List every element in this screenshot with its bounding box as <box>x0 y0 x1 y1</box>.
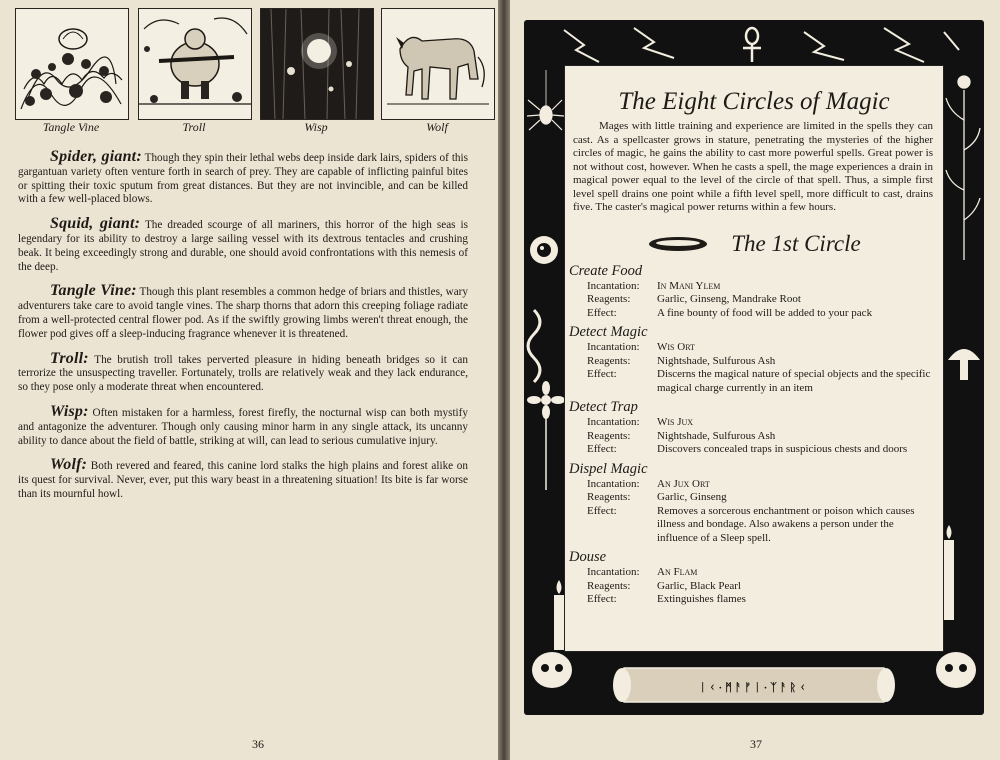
effect-value: Extinguishes flames <box>657 593 746 605</box>
bestiary-entries <box>18 150 468 512</box>
entry-troll <box>18 349 468 395</box>
ankh-icon <box>743 28 761 62</box>
wisp-illustration <box>260 8 374 120</box>
incantation-label: Incantation: <box>587 477 640 490</box>
entry-name: Spider, giant: <box>50 148 142 165</box>
entry-name: Troll: <box>50 349 89 367</box>
effect-label: Effect: <box>587 504 617 517</box>
incantation-label: Incantation: <box>587 341 640 353</box>
caption-tangle-vine: Tangle Vine <box>42 120 100 134</box>
incantation-label: Incantation: <box>587 416 640 428</box>
page-number: 37 <box>750 737 762 751</box>
troll-illustration <box>138 8 252 120</box>
book-gutter <box>498 0 510 760</box>
entry-text: Though this plant resembles a common hedge of briars and thistles, wary adventurers take care to avoid tangle vines. The sharp thorns that adorn this creeping foliage radiate from a well-protected central flower pod. As if the swiftly growing limbs weren't threat enough, the flower pod gives off a sleep-inducing fragrance whenever it is threatened. <box>18 286 468 340</box>
snake-icon <box>528 310 540 382</box>
entry-name: Tangle Vine: <box>50 282 137 300</box>
spider-icon <box>527 70 564 130</box>
spell-name: Detect Trap <box>569 399 638 415</box>
entry-wisp <box>18 402 468 448</box>
mushroom-icon <box>948 349 980 380</box>
entry-text: Though they spin their lethal webs deep inside dark lairs, spiders of this gargantuan variety often venture forth in search of prey. They are capable of inflicting painful bites or spitting their toxic sputum from great distances. But they are not invincible, and can be killed with a few well-placed blows. <box>18 152 468 206</box>
circle-title: The 1st Circle <box>731 230 861 256</box>
spell-name: Detect Magic <box>569 324 648 340</box>
effect-value: Removes a sorcerous enchantment or poison which causes illness and bondage. Also awakens a person under the influence of a Sleep spell. <box>657 504 915 544</box>
spell-list <box>565 263 943 607</box>
caption-wisp: Wisp <box>304 120 328 134</box>
entry-wolf <box>18 458 468 501</box>
lightning-icon <box>564 28 959 62</box>
incantation-value: An Flam <box>657 566 698 578</box>
spell-name: Dispel Magic <box>569 460 648 477</box>
entry-tangle-vine <box>18 284 468 341</box>
circle-heading <box>565 231 943 257</box>
reagents-value: Nightshade, Sulfurous Ash <box>657 354 776 367</box>
spell-douse <box>565 549 943 607</box>
incantation-value: Wis Ort <box>657 341 695 353</box>
spell-detect-trap <box>565 399 943 457</box>
reagents-label: Reagents: <box>587 293 631 305</box>
magic-lens-icon <box>647 235 709 253</box>
entry-text: Often mistaken for a harmless, forest firefly, the nocturnal wisp can both mystify and antagonize the adventurer. Though only causing minor harm in any single attack, its uncanny ability to dance about the field of battle, striking at will, can lead to serious cumulative injury. <box>18 406 468 447</box>
plant-icon <box>946 76 980 260</box>
incantation-value: In Mani Ylem <box>657 279 721 292</box>
ornate-frame <box>524 20 984 715</box>
incantation-value: An Jux Ort <box>657 477 710 490</box>
incantation-label: Incantation: <box>587 566 640 578</box>
spell-create-food <box>565 263 943 321</box>
entry-name: Wisp: <box>50 402 89 420</box>
effect-label: Effect: <box>587 306 617 319</box>
page-number: 36 <box>252 737 264 751</box>
scroll-runes: ᛁᚲ·ᛗᚨᚠᛁ·ᛉᚨᚱᚲ <box>699 682 809 694</box>
reagents-value: Garlic, Ginseng, Mandrake Root <box>657 293 801 305</box>
spell-detect-magic <box>565 324 943 395</box>
entry-spider <box>18 150 468 207</box>
effect-value: A fine bounty of food will be added to your pack <box>657 306 873 319</box>
entry-squid <box>18 217 468 274</box>
entry-text: The brutish troll takes perverted pleasure in hiding beneath bridges so it can terrorize the unsuspecting traveller. Fortunately, trolls are relatively weak and they lack endurance, so they pose only a moderate threat when encountered. <box>18 353 468 394</box>
reagents-value: Nightshade, Sulfurous Ash <box>657 429 776 442</box>
reagents-label: Reagents: <box>587 354 631 367</box>
right-page <box>510 0 1000 760</box>
entry-text: The dreaded scourge of all mariners, this horror of the high seas is legendary for its ability to destroy a large sailing vessel with its dextrous tentacles and crushing beak. It being exceedingly strong and durable, one should avoid confrontations with this nemesis of the deep. <box>18 219 468 273</box>
reagents-label: Reagents: <box>587 579 631 592</box>
left-page <box>0 0 498 760</box>
entry-text: Both revered and feared, this canine lord stalks the high plains and forest alike on its quest for survival. Never, ever, put this wary beast in a threatening situation! Its bite is far worse than its mournful howl. <box>18 460 468 500</box>
incantation-value: Wis Jux <box>657 416 694 428</box>
effect-value: Discovers concealed traps in suspicious chests and doors <box>657 443 908 455</box>
incantation-label: Incantation: <box>587 279 640 292</box>
wolf-illustration <box>381 8 495 120</box>
page-title: The Eight Circles of Magic <box>618 88 890 115</box>
spell-name: Create Food <box>569 262 643 279</box>
reagents-label: Reagents: <box>587 491 631 503</box>
spell-name: Douse <box>569 549 607 565</box>
reagents-label: Reagents: <box>587 429 631 442</box>
spell-panel <box>564 65 944 652</box>
entry-name: Squid, giant: <box>50 215 141 233</box>
caption-troll: Troll <box>182 120 206 134</box>
eye-icon <box>530 236 558 264</box>
effect-label: Effect: <box>587 593 617 605</box>
flower-icon <box>527 381 565 490</box>
caption-wolf: Wolf <box>426 120 448 134</box>
effect-label: Effect: <box>587 368 617 380</box>
reagents-value: Garlic, Ginseng <box>657 491 727 503</box>
entry-name: Wolf: <box>50 456 88 474</box>
spell-dispel-magic <box>565 461 943 546</box>
reagents-value: Garlic, Black Pearl <box>657 579 741 592</box>
tangle-vine-illustration <box>15 8 129 120</box>
effect-value: Discerns the magical nature of special objects and the specific magical charge currently in an item <box>657 368 931 394</box>
intro-paragraph: Mages with little training and experience are limited in the spells they can cast. As a spellcaster grows in stature, penetrating the mysteries of the higher circles of magic, he gains the ability to cast more powerful spells. Great power is not without cost, however. When he casts a spell, the mage experiences a drain in magical power equal to the level of the circle of that spell. Thus, a simple first level spell drains one point while a fifth level spell, more difficult to cast, drains five. The caster's magical power returns within a few hours. <box>573 120 933 213</box>
effect-label: Effect: <box>587 443 617 455</box>
